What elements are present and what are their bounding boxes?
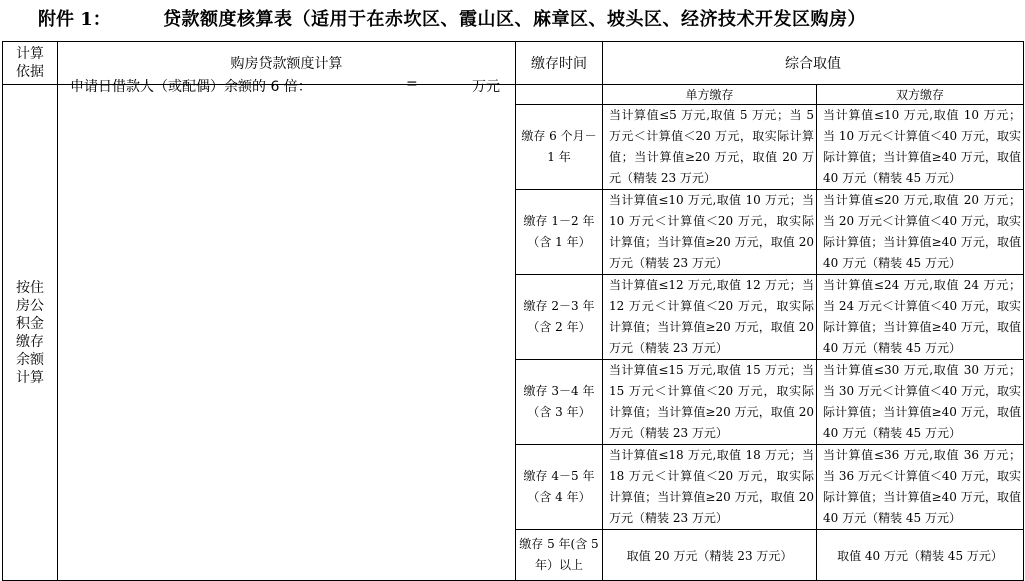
header-calculation: 购房贷款额度计算 xyxy=(58,42,516,85)
period-cell: 缴存 2－3 年（含 2 年） xyxy=(516,275,603,360)
header-single: 单方缴存 xyxy=(603,85,817,105)
document-title xyxy=(0,0,1025,36)
period-cell: 缴存 5 年(含 5 年）以上 xyxy=(516,530,603,581)
single-value-cell: 当计算值≤12 万元,取值 12 万元；当 12 万元＜计算值＜20 万元，取实际计算值；当计算值≥20 万元，取值 20 万元（精装 23 万元） xyxy=(603,275,817,360)
formula-unit: 万元 xyxy=(472,79,500,95)
subheader-row xyxy=(3,85,1024,105)
header-value: 综合取值 xyxy=(603,42,1024,85)
header-period: 缴存时间 xyxy=(516,42,603,85)
header-double: 双方缴存 xyxy=(817,85,1024,105)
double-value-cell: 当计算值≤24 万元,取值 24 万元；当 24 万元＜计算值＜40 万元，取实际计算值；当计算值≥40 万元，取值 40 万元（精装 45 万元） xyxy=(817,275,1024,360)
period-cell: 缴存 6 个月－1 年 xyxy=(516,105,603,190)
subheader-blank xyxy=(516,85,603,105)
single-value-cell: 取值 20 万元（精装 23 万元） xyxy=(603,530,817,581)
title-main: 贷款额度核算表（适用于在赤坎区、霞山区、麻章区、坡头区、经济技术开发区购房） xyxy=(163,9,866,30)
single-value-cell: 当计算值≤10 万元,取值 10 万元；当 10 万元＜计算值＜20 万元，取实际计算值；当计算值≥20 万元，取值 20 万元（精装 23 万元） xyxy=(603,190,817,275)
basis-label: 按住房公积金缴存余额计算 xyxy=(3,85,58,581)
formula-cell xyxy=(58,76,516,581)
loan-quota-table xyxy=(2,41,1024,581)
period-cell: 缴存 4－5 年（含 4 年） xyxy=(516,445,603,530)
single-value-cell: 当计算值≤15 万元,取值 15 万元；当 15 万元＜计算值＜20 万元，取实际计算值；当计算值≥20 万元，取值 20 万元（精装 23 万元） xyxy=(603,360,817,445)
double-value-cell: 当计算值≤20 万元,取值 20 万元；当 20 万元＜计算值＜40 万元，取实际计算值；当计算值≥40 万元，取值 40 万元（精装 45 万元） xyxy=(817,190,1024,275)
double-value-cell: 当计算值≤36 万元,取值 36 万元；当 36 万元＜计算值＜40 万元，取实际计算值；当计算值≥40 万元，取值 40 万元（精装 45 万元） xyxy=(817,445,1024,530)
double-value-cell: 取值 40 万元（精装 45 万元） xyxy=(817,530,1024,581)
formula-text: 申请日借款人（或配偶）余额的 6 倍： xyxy=(70,79,312,95)
header-basis: 计算依据 xyxy=(3,42,58,85)
double-value-cell: 当计算值≤10 万元,取值 10 万元；当 10 万元＜计算值＜40 万元，取实际计算值；当计算值≥40 万元，取值 40 万元（精装 45 万元） xyxy=(817,105,1024,190)
period-cell: 缴存 1－2 年（含 1 年） xyxy=(516,190,603,275)
period-cell: 缴存 3－4 年（含 3 年） xyxy=(516,360,603,445)
title-prefix: 附件 1： xyxy=(38,9,111,30)
single-value-cell: 当计算值≤18 万元,取值 18 万元；当 18 万元＜计算值＜20 万元，取实际计算值；当计算值≥20 万元，取值 20 万元（精装 23 万元） xyxy=(603,445,817,530)
double-value-cell: 当计算值≤30 万元,取值 30 万元；当 30 万元＜计算值＜40 万元，取实际计算值；当计算值≥40 万元，取值 40 万元（精装 45 万元） xyxy=(817,360,1024,445)
single-value-cell: 当计算值≤5 万元,取值 5 万元；当 5 万元＜计算值＜20 万元，取实际计算值；当计算值≥20 万元，取值 20 万元（精装 23 万元） xyxy=(603,105,817,190)
formula-equals: = xyxy=(406,76,418,92)
